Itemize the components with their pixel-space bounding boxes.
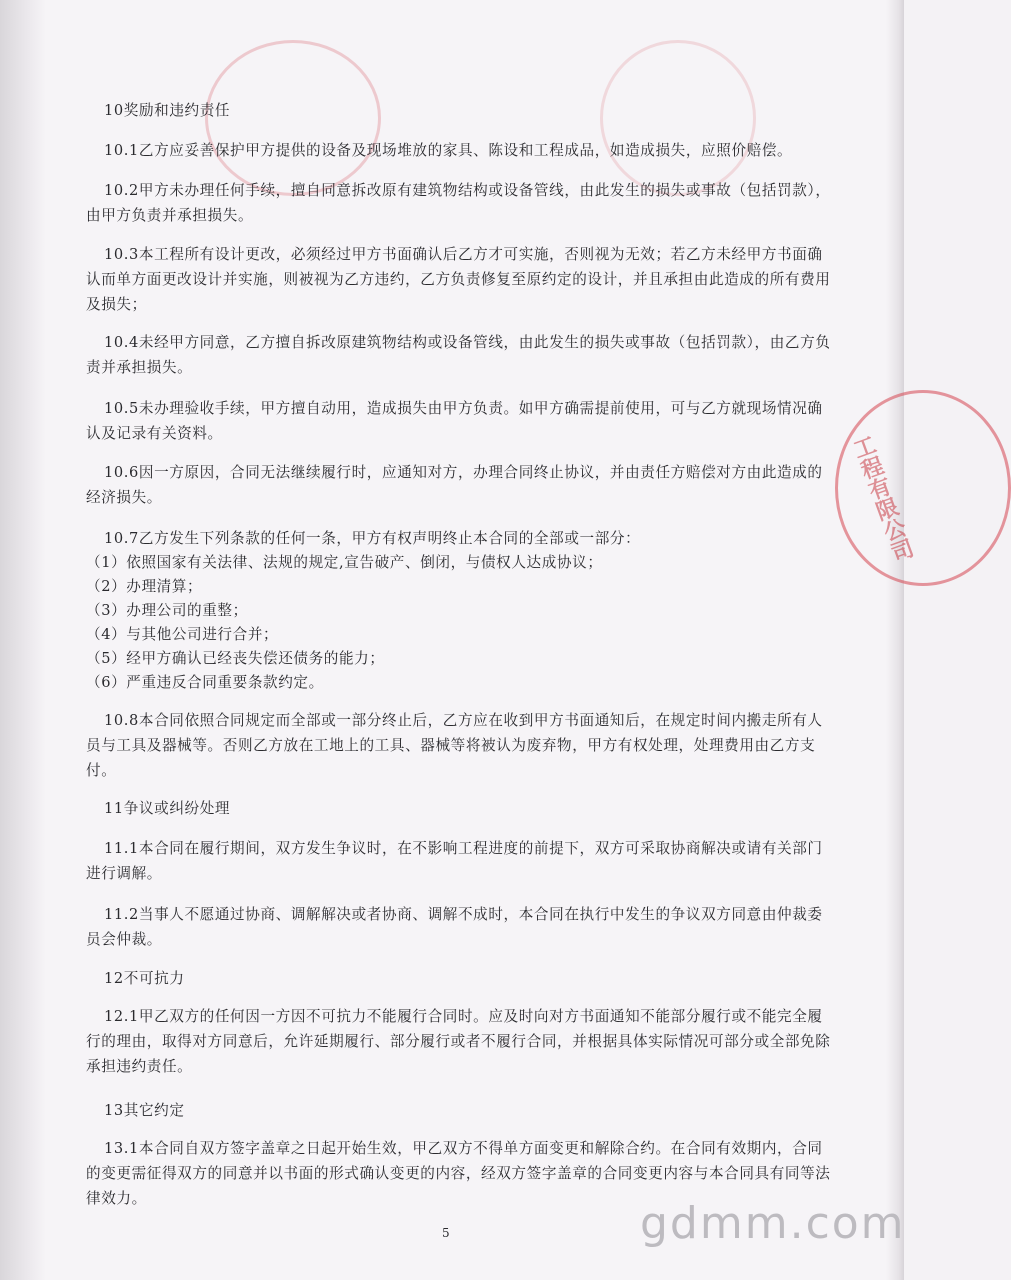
section-heading-11: 11争议或纠纷处理 [104,800,231,817]
company-seal [835,390,1011,586]
section-heading-10: 10奖励和违约责任 [104,102,231,119]
section-heading-12: 12不可抗力 [104,970,185,987]
clause-10-2: 10.2甲方未办理任何手续，擅自同意拆改原有建筑物结构或设备管线，由此发生的损失或事故（包括罚款），由甲方负责并承担损失。 [86,182,831,224]
clause-12-1: 12.1甲乙双方的任何因一方因不可抗力不能履行合同时。应及时向对方书面通知不能部分履行或不能完全履行的理由，取得对方同意后，允许延期履行、部分履行或者不履行合同，并根据具体实际情况可部分或全部免除承担违约责任。 [86,1008,831,1075]
clause-10-8: 10.8本合同依照合同规定而全部或一部分终止后，乙方应在收到甲方书面通知后，在规定时间内搬走所有人员与工具及器械等。否则乙方放在工地上的工具、器械等将被认为废弃物，甲方有权处理，处理费用由乙方支付。 [86,712,823,779]
list-item: （6）严重违反合同重要条款约定。 [86,674,324,691]
clause-11-2: 11.2当事人不愿通过协商、调解解决或者协商、调解不成时，本合同在执行中发生的争议双方同意由仲裁委员会仲裁。 [86,906,823,948]
list-item: （4）与其他公司进行合并； [86,626,279,643]
list-item: （1）依照国家有关法律、法规的规定,宣告破产、倒闭，与债权人达成协议； [86,554,603,571]
clause-10-3: 10.3本工程所有设计更改，必须经过甲方书面确认后乙方才可实施，否则视为无效；若乙方未经甲方书面确认而单方面更改设计并实施，则被视为乙方违约，乙方负责修复至原约定的设计，并且承担由此造成的所有费用及损失； [86,246,831,313]
list-item: （5）经甲方确认已经丧失偿还债务的能力； [86,650,385,667]
section-heading-13: 13其它约定 [104,1102,185,1119]
clause-10-6: 10.6因一方原因，合同无法继续履行时，应通知对方，办理合同终止协议，并由责任方赔偿对方由此造成的经济损失。 [86,464,823,506]
clause-10-7: 10.7乙方发生下列条款的任何一条，甲方有权声明终止本合同的全部或一部分： [104,530,641,547]
clause-10-1: 10.1乙方应妥善保护甲方提供的设备及现场堆放的家具、陈设和工程成品，如造成损失，应照价赔偿。 [104,142,793,159]
clause-10-4: 10.4未经甲方同意，乙方擅自拆改原建筑物结构或设备管线，由此发生的损失或事故（包括罚款），由乙方负责并承担损失。 [86,334,831,376]
clause-13-1: 13.1本合同自双方签字盖章之日起开始生效，甲乙双方不得单方面变更和解除合约。在合同有效期内，合同的变更需征得双方的同意并以书面的形式确认变更的内容，经双方签字盖章的合同变更内容与本合同具有同等法律效力。 [86,1140,831,1207]
site-watermark: gdmm.com [640,1198,906,1249]
list-item: （2）办理清算； [86,578,203,595]
list-item: （3）办理公司的重整； [86,602,248,619]
scan-edge-left [0,0,46,1280]
scan-edge-right [886,0,904,1280]
page-number: 5 [442,1226,450,1240]
seal-text: 工程有限公司 [847,432,916,566]
clause-11-1: 11.1本合同在履行期间，双方发生争议时，在不影响工程进度的前提下，双方可采取协商解决或请有关部门进行调解。 [86,840,823,882]
company-seal-faded [600,40,756,196]
clause-10-5: 10.5未办理验收手续，甲方擅自动用，造成损失由甲方负责。如甲方确需提前使用，可与乙方就现场情况确认及记录有关资料。 [86,400,823,442]
company-seal-faded [205,40,381,196]
